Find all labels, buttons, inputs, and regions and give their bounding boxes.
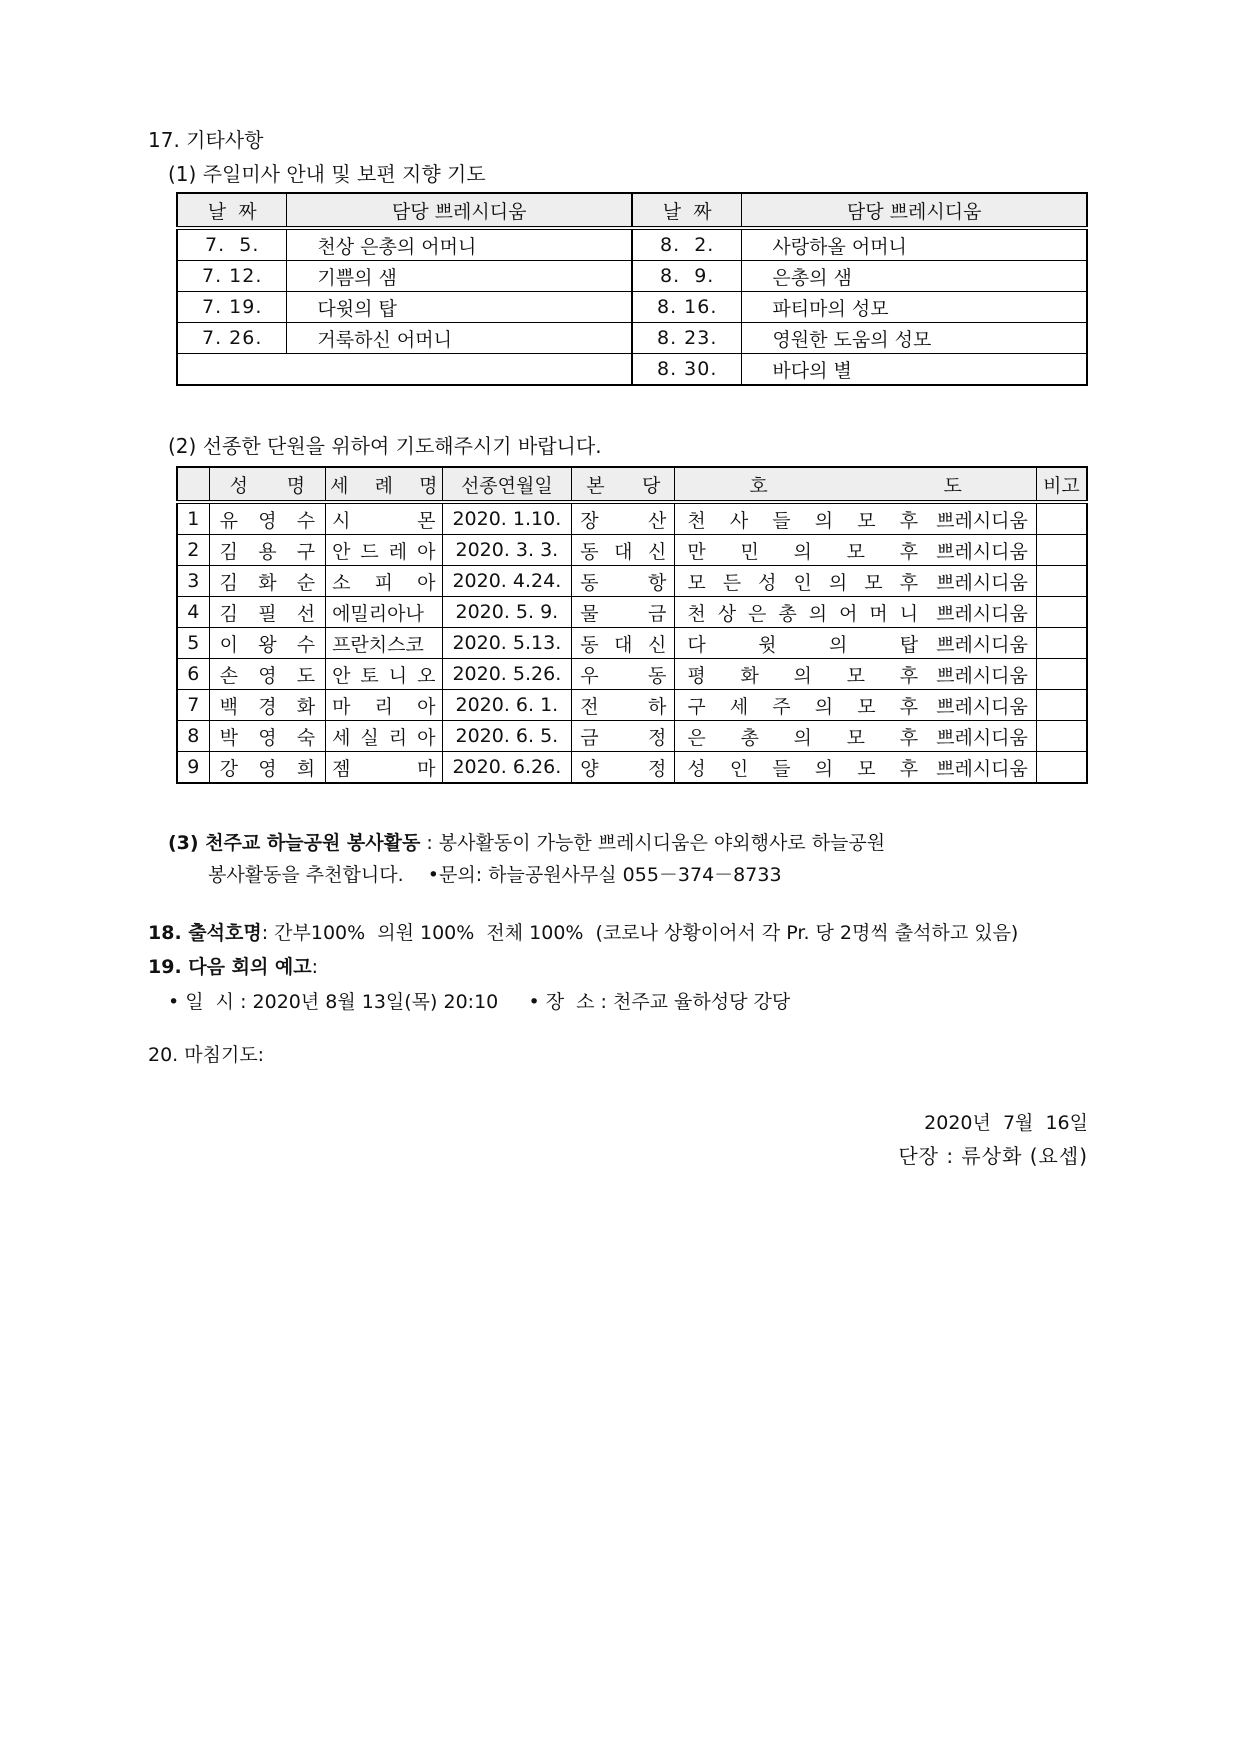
mass-date-left: 7. 5. — [177, 228, 287, 261]
parish-char: 동 — [647, 664, 667, 687]
parish-char: 장 — [580, 509, 599, 532]
member-name-char: 용 — [258, 540, 277, 563]
baptismal-name — [326, 502, 442, 535]
member-name-char: 구 — [296, 540, 316, 563]
baptismal-name-char: 안 — [332, 540, 351, 563]
row-number: 4 — [177, 597, 209, 628]
member-name — [209, 502, 325, 535]
member-name-char: 화 — [296, 695, 316, 718]
baptismal-name — [326, 721, 442, 752]
table-row — [177, 323, 1087, 354]
section-19-next-meeting — [148, 952, 318, 979]
praesidium-char: 모 — [846, 540, 865, 563]
table-row — [177, 502, 1087, 535]
praesidium-char: 모 — [846, 726, 865, 749]
parish — [572, 628, 675, 659]
table-row — [177, 597, 1087, 628]
parish-char: 우 — [580, 664, 599, 687]
praesidium-suffix: 쁘레시디움 — [936, 571, 1028, 594]
member-name-char: 김 — [219, 571, 239, 594]
remarks — [1036, 628, 1087, 659]
parish — [572, 659, 675, 690]
praesidium-char: 의 — [814, 695, 834, 718]
baptismal-name — [326, 566, 442, 597]
praesidium-char: 후 — [899, 664, 919, 687]
header-name — [209, 467, 325, 502]
empty-cell — [177, 354, 632, 386]
praesidium-char: 구 — [687, 695, 706, 718]
header-praesidium-left: 담당 쁘레시디움 — [287, 193, 632, 228]
death-date: 2020. 5.26. — [442, 659, 572, 690]
row-number: 1 — [177, 502, 209, 535]
row-number: 3 — [177, 566, 209, 597]
baptismal-name-char: 안 — [332, 664, 351, 687]
baptismal-name-char: 오 — [417, 664, 436, 687]
table-row — [177, 752, 1087, 784]
praesidium-char: 의 — [814, 509, 834, 532]
parish-char: 정 — [647, 726, 667, 749]
parish — [572, 566, 675, 597]
praesidium-left: 천상 은총의 어머니 — [287, 228, 632, 261]
parish-char: 동 — [580, 633, 599, 656]
mass-date-right: 8. 30. — [632, 354, 742, 386]
praesidium-char: 민 — [740, 540, 759, 563]
praesidium-char: 인 — [793, 571, 812, 594]
baptismal-name — [326, 659, 442, 690]
signature-date: 2020년 7월 16일 — [924, 1112, 1088, 1134]
praesidium-char: 사 — [729, 509, 749, 532]
parish — [572, 721, 675, 752]
remarks — [1036, 566, 1087, 597]
baptismal-name-char: 세 — [332, 726, 351, 749]
member-name-char: 왕 — [258, 633, 277, 656]
baptismal-name-char: 리 — [388, 726, 408, 749]
baptismal-name-char: 실 — [360, 726, 379, 749]
praesidium-char: 성 — [758, 571, 777, 594]
member-name-char: 영 — [258, 757, 277, 780]
member-name — [209, 566, 325, 597]
death-date: 2020. 3. 3. — [442, 535, 572, 566]
death-date: 2020. 6. 1. — [442, 690, 572, 721]
praesidium-char: 후 — [899, 540, 919, 563]
baptismal-name-char: 젬 — [332, 757, 351, 780]
baptismal-name-char: 토 — [360, 664, 379, 687]
table-row — [177, 261, 1087, 292]
praesidium-right: 바다의 별 — [742, 354, 1087, 386]
header-char: 호 — [749, 474, 768, 497]
header-char: 성 — [229, 474, 249, 497]
remarks — [1036, 752, 1087, 784]
member-name-char: 수 — [296, 509, 316, 532]
praesidium-char: 모 — [687, 571, 706, 594]
mass-schedule-table — [176, 192, 1088, 386]
table-row — [177, 535, 1087, 566]
table-row — [177, 628, 1087, 659]
header-date-right: 날 짜 — [632, 193, 742, 228]
praesidium — [675, 721, 1037, 752]
praesidium-char: 화 — [740, 664, 759, 687]
praesidium-char: 총 — [740, 726, 759, 749]
next-meeting-detail: • 일 시 : 2020년 8월 13일(목) 20:10 • 장 소 : 천주교 율하성당 강당 — [168, 991, 791, 1013]
praesidium-char: 후 — [899, 695, 919, 718]
mass-date-right: 8. 16. — [632, 292, 742, 323]
parish — [572, 752, 675, 784]
mass-date-left: 7. 19. — [177, 292, 287, 323]
baptismal-name-char: 리 — [374, 695, 393, 718]
praesidium — [675, 535, 1037, 566]
mass-schedule-title: (1) 주일미사 안내 및 보편 지향 기도 — [168, 162, 486, 186]
member-name — [209, 535, 325, 566]
mass-date-left: 7. 26. — [177, 323, 287, 354]
row-number: 5 — [177, 628, 209, 659]
remarks — [1036, 502, 1087, 535]
parish-char: 전 — [580, 695, 599, 718]
table-row — [177, 292, 1087, 323]
baptismal-name-char: 아 — [417, 695, 436, 718]
praesidium-char: 모 — [857, 757, 876, 780]
baptismal-name-char: 드 — [360, 540, 379, 563]
baptismal-name-char: 소 — [332, 571, 351, 594]
mass-date-right: 8. 9. — [632, 261, 742, 292]
baptismal-name-char: 아 — [417, 726, 436, 749]
deceased-members-table — [176, 466, 1088, 784]
baptismal-name-char: 피 — [374, 571, 393, 594]
table-row — [177, 354, 1087, 386]
baptismal-name-char: 마 — [417, 757, 436, 780]
praesidium-char: 모 — [857, 695, 876, 718]
member-name-char: 영 — [258, 509, 277, 532]
praesidium-char: 들 — [772, 757, 791, 780]
praesidium-char: 의 — [828, 571, 848, 594]
praesidium-char: 은 — [687, 726, 706, 749]
table-header-row — [177, 193, 1087, 228]
praesidium-char: 모 — [846, 664, 865, 687]
table-row — [177, 659, 1087, 690]
praesidium — [675, 597, 1037, 628]
sky-park-volunteer-label: (3) 천주교 하늘공원 봉사활동 — [168, 832, 421, 854]
header-char: 세 — [330, 474, 349, 497]
header-parish — [572, 467, 675, 502]
praesidium-char: 인 — [729, 757, 749, 780]
praesidium-right: 은총의 샘 — [742, 261, 1087, 292]
praesidium — [675, 690, 1037, 721]
member-name — [209, 597, 325, 628]
row-number: 6 — [177, 659, 209, 690]
praesidium-char: 천 — [687, 602, 706, 625]
member-name-char: 선 — [296, 602, 316, 625]
member-name-char: 희 — [296, 757, 316, 780]
member-name-char: 영 — [258, 664, 277, 687]
praesidium-suffix: 쁘레시디움 — [936, 726, 1028, 749]
praesidium — [675, 502, 1037, 535]
baptismal-name-char: 니 — [388, 664, 408, 687]
member-name-char: 순 — [296, 571, 316, 594]
member-name-char: 영 — [258, 726, 277, 749]
header-char: 본 — [586, 474, 605, 497]
death-date: 2020. 6. 5. — [442, 721, 572, 752]
member-name — [209, 721, 325, 752]
sky-park-volunteer-line1 — [168, 828, 885, 855]
next-meeting-colon: : — [311, 956, 319, 978]
praesidium-char: 후 — [899, 757, 919, 780]
death-date: 2020. 6.26. — [442, 752, 572, 784]
mass-date-left: 7. 12. — [177, 261, 287, 292]
member-name-char: 백 — [219, 695, 239, 718]
member-name-char: 유 — [219, 509, 239, 532]
header-date-left: 날 짜 — [177, 193, 287, 228]
praesidium-right: 사랑하올 어머니 — [742, 228, 1087, 261]
praesidium-left: 거룩하신 어머니 — [287, 323, 632, 354]
baptismal-name-char: 레 — [388, 540, 408, 563]
baptismal-name — [326, 690, 442, 721]
praesidium-suffix: 쁘레시디움 — [936, 540, 1028, 563]
praesidium-right: 파티마의 성모 — [742, 292, 1087, 323]
praesidium — [675, 752, 1037, 784]
section-18-attendance — [148, 918, 1018, 945]
death-date: 2020. 1.10. — [442, 502, 572, 535]
parish — [572, 597, 675, 628]
baptismal-name-char: 몬 — [417, 509, 436, 532]
member-name-char: 필 — [258, 602, 277, 625]
praesidium-char: 의 — [793, 540, 812, 563]
baptismal-name — [326, 535, 442, 566]
praesidium-char: 의 — [793, 664, 812, 687]
praesidium-char: 후 — [899, 571, 919, 594]
praesidium-suffix: 쁘레시디움 — [936, 509, 1028, 532]
praesidium-char: 상 — [717, 602, 737, 625]
baptismal-name-char: 아 — [417, 540, 436, 563]
praesidium-char: 은 — [748, 602, 767, 625]
deceased-members-title: (2) 선종한 단원을 위하여 기도해주시기 바랍니다. — [168, 434, 602, 458]
praesidium-char: 만 — [687, 540, 706, 563]
praesidium-char: 모 — [864, 571, 883, 594]
member-name-char: 화 — [258, 571, 277, 594]
praesidium-char: 의 — [808, 602, 828, 625]
parish-char: 금 — [580, 726, 599, 749]
praesidium-char: 탑 — [899, 633, 919, 656]
praesidium-left: 기쁨의 샘 — [287, 261, 632, 292]
praesidium — [675, 566, 1037, 597]
praesidium-char: 평 — [687, 664, 706, 687]
baptismal-name-char: 에밀리아나 — [332, 602, 424, 625]
remarks — [1036, 721, 1087, 752]
parish-char: 신 — [647, 633, 667, 656]
header-date: 선종연월일 — [442, 467, 572, 502]
parish-char: 하 — [647, 695, 667, 718]
mass-date-right: 8. 23. — [632, 323, 742, 354]
member-name-char: 박 — [219, 726, 239, 749]
praesidium-suffix: 쁘레시디움 — [936, 633, 1028, 656]
death-date: 2020. 5. 9. — [442, 597, 572, 628]
parish — [572, 535, 675, 566]
table-row — [177, 228, 1087, 261]
praesidium-char: 니 — [899, 602, 919, 625]
parish-char: 동 — [580, 571, 599, 594]
header-char: 당 — [641, 474, 661, 497]
mass-date-right: 8. 2. — [632, 228, 742, 261]
baptismal-name-char: 마 — [332, 695, 351, 718]
parish-char: 금 — [647, 602, 667, 625]
praesidium-char: 천 — [687, 509, 706, 532]
attendance-label: 18. 출석호명 — [148, 922, 262, 944]
parish-char: 동 — [580, 540, 599, 563]
praesidium-char: 주 — [772, 695, 791, 718]
header-baptismal-name — [326, 467, 442, 502]
remarks — [1036, 597, 1087, 628]
praesidium-char: 총 — [778, 602, 797, 625]
death-date: 2020. 4.24. — [442, 566, 572, 597]
table-row — [177, 690, 1087, 721]
praesidium-suffix: 쁘레시디움 — [936, 602, 1028, 625]
baptismal-name — [326, 752, 442, 784]
next-meeting-label: 19. 다음 회의 예고 — [148, 956, 312, 978]
header-praesidium-right: 담당 쁘레시디움 — [742, 193, 1087, 228]
member-name-char: 손 — [219, 664, 239, 687]
parish-char: 정 — [647, 757, 667, 780]
baptismal-name — [326, 597, 442, 628]
member-name-char: 수 — [296, 633, 316, 656]
baptismal-name-char: 아 — [417, 571, 436, 594]
header-praesidium — [675, 467, 1037, 502]
row-number: 7 — [177, 690, 209, 721]
praesidium-char: 후 — [899, 726, 919, 749]
praesidium-char: 성 — [687, 757, 706, 780]
praesidium-char: 의 — [814, 757, 834, 780]
parish-char: 대 — [614, 540, 633, 563]
baptismal-name — [326, 628, 442, 659]
member-name — [209, 752, 325, 784]
parish — [572, 502, 675, 535]
member-name-char: 경 — [258, 695, 277, 718]
praesidium-suffix: 쁘레시디움 — [936, 664, 1028, 687]
header-char: 도 — [943, 474, 962, 497]
parish-char: 항 — [647, 571, 667, 594]
parish — [572, 690, 675, 721]
member-name-char: 김 — [219, 540, 239, 563]
praesidium-char: 의 — [828, 633, 848, 656]
death-date: 2020. 5.13. — [442, 628, 572, 659]
praesidium-right: 영원한 도움의 성모 — [742, 323, 1087, 354]
table-row — [177, 721, 1087, 752]
header-no — [177, 467, 209, 502]
member-name — [209, 628, 325, 659]
praesidium-char: 어 — [839, 602, 858, 625]
section-17-title: 17. 기타사항 — [148, 128, 264, 152]
parish-char: 양 — [580, 757, 599, 780]
praesidium-suffix: 쁘레시디움 — [936, 757, 1028, 780]
table-header-row — [177, 467, 1087, 502]
praesidium-char: 머 — [869, 602, 888, 625]
remarks — [1036, 535, 1087, 566]
praesidium-suffix: 쁘레시디움 — [936, 695, 1028, 718]
praesidium — [675, 628, 1037, 659]
baptismal-name-char: 시 — [332, 509, 351, 532]
member-name-char: 이 — [219, 633, 239, 656]
praesidium-char: 윗 — [758, 633, 777, 656]
member-name-char: 도 — [296, 664, 316, 687]
parish-char: 대 — [614, 633, 633, 656]
header-remarks: 비고 — [1036, 467, 1087, 502]
member-name — [209, 690, 325, 721]
praesidium-char: 세 — [729, 695, 749, 718]
baptismal-name-char: 프란치스코 — [332, 633, 424, 656]
header-char: 례 — [374, 474, 393, 497]
sky-park-volunteer-text: : 봉사활동이 가능한 쁘레시디움은 야외행사로 하늘공원 — [420, 832, 886, 854]
praesidium-char: 다 — [687, 633, 706, 656]
row-number: 2 — [177, 535, 209, 566]
praesidium-char: 후 — [899, 509, 919, 532]
section-20-closing-prayer: 20. 마침기도: — [148, 1044, 265, 1066]
parish-char: 물 — [580, 602, 599, 625]
praesidium — [675, 659, 1037, 690]
signature-name: 단장 : 류상화 (요셉) — [898, 1144, 1088, 1168]
table-row — [177, 566, 1087, 597]
member-name-char: 강 — [219, 757, 239, 780]
parish-char: 산 — [647, 509, 667, 532]
row-number: 9 — [177, 752, 209, 784]
praesidium-char: 의 — [793, 726, 812, 749]
member-name-char: 김 — [219, 602, 239, 625]
header-char: 명 — [419, 474, 438, 497]
praesidium-left: 다윗의 탑 — [287, 292, 632, 323]
remarks — [1036, 659, 1087, 690]
member-name-char: 숙 — [296, 726, 316, 749]
parish-char: 신 — [647, 540, 667, 563]
praesidium-char: 든 — [722, 571, 742, 594]
sky-park-volunteer-line2: 봉사활동을 추천합니다. •문의: 하늘공원사무실 055－374－8733 — [208, 864, 782, 886]
praesidium-char: 들 — [772, 509, 791, 532]
header-char: 명 — [286, 474, 306, 497]
remarks — [1036, 690, 1087, 721]
member-name — [209, 659, 325, 690]
attendance-text: : 간부100% 의원 100% 전체 100% (코로나 상황이어서 각 Pr. 당 2명씩 출석하고 있음) — [261, 922, 1019, 944]
row-number: 8 — [177, 721, 209, 752]
praesidium-char: 모 — [857, 509, 876, 532]
